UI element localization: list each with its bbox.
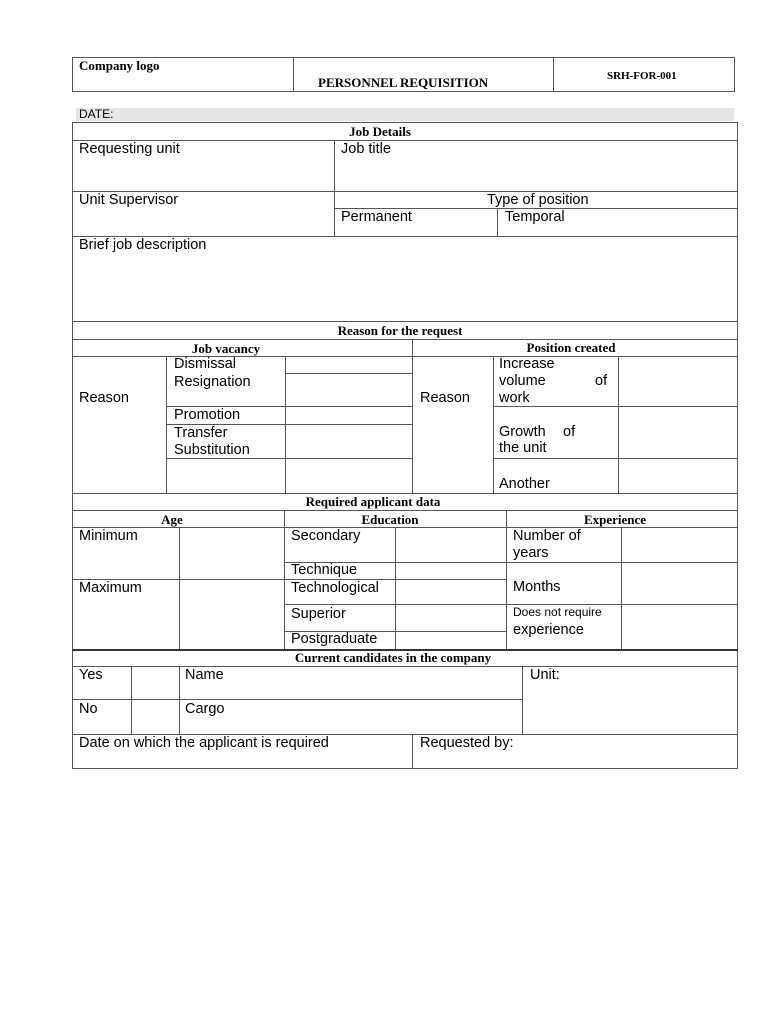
date-bar bbox=[76, 108, 734, 121]
date-label: DATE: bbox=[79, 107, 114, 121]
number-of-years-line2: years bbox=[513, 545, 549, 561]
job-title-label: Job title bbox=[341, 141, 391, 157]
candidate-name-label: Name bbox=[185, 667, 224, 683]
substitution-option[interactable]: Substitution bbox=[174, 442, 250, 458]
company-logo-placeholder: Company logo bbox=[79, 58, 160, 73]
form-title: PERSONNEL REQUISITION bbox=[318, 75, 489, 90]
job-vacancy-heading: Job vacancy bbox=[191, 341, 261, 356]
education-heading: Education bbox=[361, 512, 419, 527]
technique-option[interactable]: Technique bbox=[291, 562, 358, 578]
candidate-cargo-label: Cargo bbox=[185, 701, 225, 717]
increase-label-line1[interactable]: Increase bbox=[499, 356, 555, 372]
number-of-years-line1: Number of bbox=[513, 528, 581, 544]
promotion-option[interactable]: Promotion bbox=[174, 407, 241, 423]
form-code: SRH-FOR-001 bbox=[607, 70, 677, 82]
experience-word-label: experience bbox=[513, 622, 584, 638]
candidates-heading: Current candidates in the company bbox=[294, 650, 492, 665]
reason-heading: Reason for the request bbox=[337, 323, 463, 338]
increase-label-line3: work bbox=[499, 390, 530, 406]
superior-option[interactable]: Superior bbox=[291, 606, 346, 622]
permanent-option[interactable]: Permanent bbox=[341, 209, 412, 225]
age-heading: Age bbox=[161, 512, 183, 527]
another-option[interactable]: Another bbox=[499, 476, 550, 492]
minimum-age-label: Minimum bbox=[79, 528, 138, 544]
brief-job-description-label: Brief job description bbox=[79, 237, 207, 253]
growth-label-line1a[interactable]: Growth bbox=[499, 424, 546, 440]
requesting-unit-label: Requesting unit bbox=[79, 141, 180, 157]
no-option[interactable]: No bbox=[79, 701, 98, 717]
requested-by-label: Requested by: bbox=[420, 735, 514, 751]
yes-option[interactable]: Yes bbox=[79, 667, 103, 683]
does-not-require-label: Does not require bbox=[513, 605, 602, 619]
candidate-unit-label: Unit: bbox=[530, 667, 560, 683]
postgraduate-option[interactable]: Postgraduate bbox=[291, 631, 378, 647]
secondary-option[interactable]: Secondary bbox=[291, 528, 361, 544]
experience-heading: Experience bbox=[583, 512, 647, 527]
type-of-position-label: Type of position bbox=[487, 192, 589, 208]
date-required-label: Date on which the applicant is required bbox=[79, 735, 329, 751]
resignation-option[interactable]: Resignation bbox=[174, 374, 251, 390]
position-created-heading: Position created bbox=[526, 340, 616, 355]
maximum-age-label: Maximum bbox=[79, 580, 142, 596]
temporal-option[interactable]: Temporal bbox=[505, 209, 565, 225]
reason-right-label: Reason bbox=[420, 390, 470, 406]
transfer-option[interactable]: Transfer bbox=[174, 425, 228, 441]
increase-label-line2a: volume bbox=[499, 373, 546, 389]
unit-supervisor-label: Unit Supervisor bbox=[79, 192, 179, 208]
increase-label-line2b: of bbox=[595, 373, 608, 389]
growth-label-line1b: of bbox=[563, 424, 576, 440]
technological-option[interactable]: Technological bbox=[291, 580, 379, 596]
reason-left-label: Reason bbox=[79, 390, 129, 406]
dismissal-option[interactable]: Dismissal bbox=[174, 356, 237, 372]
growth-label-line2: the unit bbox=[499, 440, 547, 456]
job-details-heading: Job Details bbox=[349, 124, 411, 139]
applicant-data-heading: Required applicant data bbox=[305, 494, 441, 509]
months-label: Months bbox=[513, 579, 561, 595]
